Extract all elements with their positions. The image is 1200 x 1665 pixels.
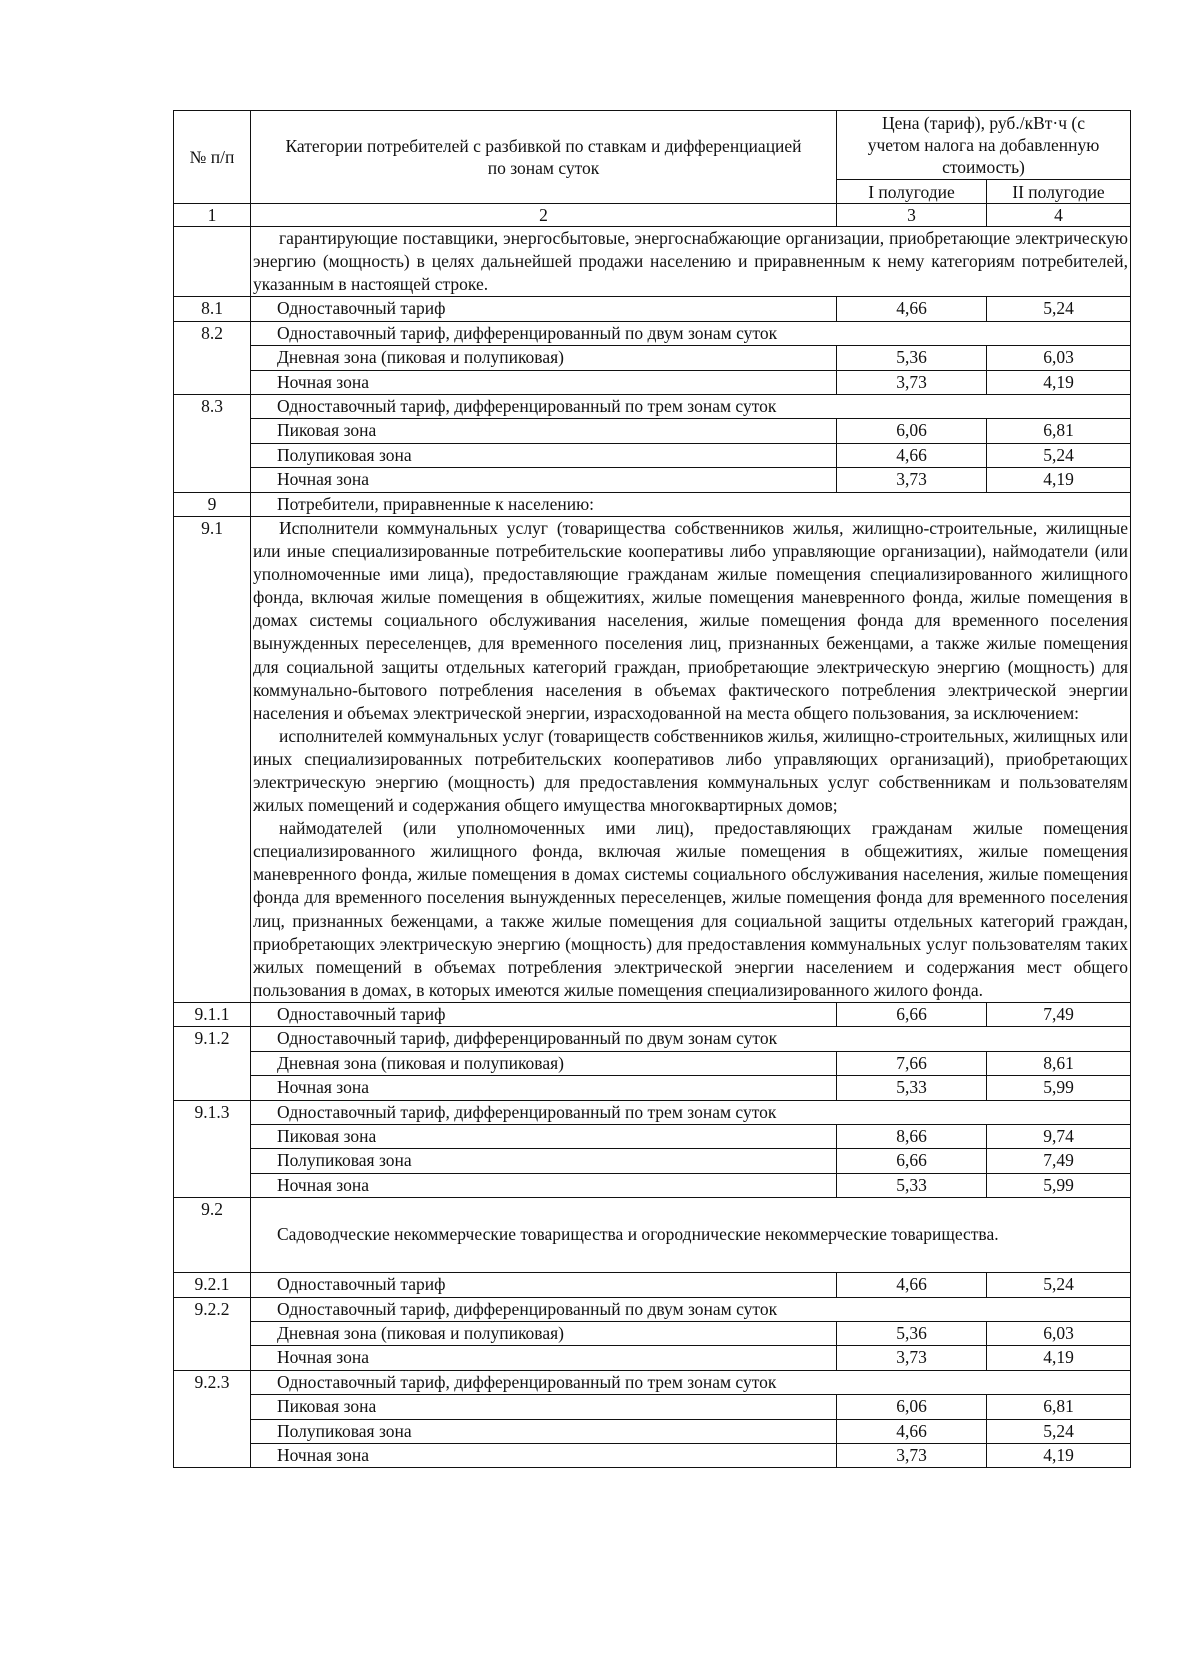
table-row <box>174 297 1131 321</box>
table-row <box>174 492 1131 516</box>
column-numbers-row <box>174 204 1131 227</box>
header-category: Категории потребителей с разбивкой по ставкам и дифференциацией по зонам суток <box>251 111 837 204</box>
price-half2: 5,24 <box>987 297 1131 321</box>
price-half2: 6,81 <box>987 419 1131 443</box>
price-half1: 4,66 <box>837 443 987 467</box>
row-label: Полупиковая зона <box>251 1419 837 1443</box>
table-row <box>174 1027 1131 1051</box>
price-half1: 6,06 <box>837 419 987 443</box>
price-half1: 7,66 <box>837 1051 987 1075</box>
row-label: Одноставочный тариф, дифференцированный по трем зонам суток <box>251 1370 1131 1394</box>
row-label: Ночная зона <box>251 468 837 492</box>
row-label: Потребители, приравненные к населению: <box>251 492 1131 516</box>
row-label: Ночная зона <box>251 1444 837 1468</box>
price-half1: 4,66 <box>837 1273 987 1297</box>
price-half1: 8,66 <box>837 1124 987 1148</box>
price-half2: 9,74 <box>987 1124 1131 1148</box>
row-label: Одноставочный тариф <box>251 297 837 321</box>
table-row <box>174 1273 1131 1297</box>
paragraph: наймодателей (или уполномоченных ими лиц), предоставляющих гражданам жилые помещения специализированного жилищного фонда, включая жилые помещения в общежитиях, жилые помещения маневренного фонда, жилые помещения в домах системы социального обслуживания населения, жилые помещения фонда для временного поселения вынужденных переселенцев, жилые помещения фонда для временного поселения лиц, признанных беженцами, а также жилые помещения для социальной защиты отдельных категорий граждан, приобретающих электрическую энергию (мощность) для предоставления коммунальных услуг пользователям таких жилых помещений в объемах потребления электрической энергии населением и содержания мест общего пользования в домах, в которых имеются жилые помещения специализированного жилого фонда. <box>253 818 1128 1000</box>
intro-text: гарантирующие поставщики, энергосбытовые, энергоснабжающие организации, приобретающие электрическую энергию (мощность) в целях дальнейшей продажи населению и приравненным к нему категориям потребителей, указанным в настоящей строке. <box>253 228 1128 295</box>
price-half2: 7,49 <box>987 1149 1131 1173</box>
price-half2: 6,81 <box>987 1395 1131 1419</box>
table-row <box>174 1124 1131 1148</box>
table-row <box>174 1198 1131 1273</box>
price-half2: 4,19 <box>987 1444 1131 1468</box>
row-label: Дневная зона (пиковая и полупиковая) <box>251 1051 837 1075</box>
price-half1: 4,66 <box>837 1419 987 1443</box>
row-label: Одноставочный тариф, дифференцированный по двум зонам суток <box>251 1027 1131 1051</box>
intro-row <box>174 227 1131 297</box>
price-half1: 5,33 <box>837 1173 987 1197</box>
row-label: Одноставочный тариф, дифференцированный по двум зонам суток <box>251 321 1131 345</box>
price-half2: 7,49 <box>987 1002 1131 1026</box>
price-half2: 4,19 <box>987 1346 1131 1370</box>
table-row <box>174 419 1131 443</box>
row-label: Пиковая зона <box>251 1395 837 1419</box>
tariff-table <box>173 110 1131 1468</box>
price-half1: 3,73 <box>837 1444 987 1468</box>
table-row <box>174 1149 1131 1173</box>
table-row <box>174 1100 1131 1124</box>
row-label: Полупиковая зона <box>251 443 837 467</box>
price-half2: 6,03 <box>987 1321 1131 1345</box>
table-row <box>174 370 1131 394</box>
row-number: 8.1 <box>174 297 251 321</box>
col-number-1: 1 <box>174 204 251 227</box>
row-number: 9.1.2 <box>174 1027 251 1100</box>
col-number-2: 2 <box>251 204 837 227</box>
price-half1: 3,73 <box>837 468 987 492</box>
table-row <box>174 1346 1131 1370</box>
row-label: Одноставочный тариф <box>251 1273 837 1297</box>
header-row <box>174 111 1131 180</box>
row-number: 9.2 <box>174 1198 251 1273</box>
header-no: № п/п <box>174 111 251 204</box>
col-number-3: 3 <box>837 204 987 227</box>
table-row <box>174 1370 1131 1394</box>
table-row <box>174 321 1131 345</box>
row-label: Дневная зона (пиковая и полупиковая) <box>251 1321 837 1345</box>
row-label: Ночная зона <box>251 1346 837 1370</box>
row-number: 9.1.1 <box>174 1002 251 1026</box>
table-row <box>174 1076 1131 1100</box>
price-half1: 6,06 <box>837 1395 987 1419</box>
row-label: Садоводческие некоммерческие товарищества и огороднические некоммерческие товарищества. <box>251 1198 1131 1273</box>
table-row <box>174 1297 1131 1321</box>
row-label: Одноставочный тариф, дифференцированный по трем зонам суток <box>251 394 1131 418</box>
row-number: 9.1.3 <box>174 1100 251 1198</box>
row-number: 9.2.2 <box>174 1297 251 1370</box>
row-number: 9.2.3 <box>174 1370 251 1468</box>
price-half2: 5,24 <box>987 443 1131 467</box>
price-half2: 4,19 <box>987 468 1131 492</box>
paragraph: Исполнители коммунальных услуг (товарищества собственников жилья, жилищно-строительные, жилищные или иные специализированные потребительские кооперативы либо управляющие организации), наймодатели (или уполномоченные ими лица), предоставляющие гражданам жилые помещения специализированного жилищного фонда, включая жилые помещения в общежитиях, жилые помещения маневренного фонда, жилые помещения в домах системы социального обслуживания населения, жилые помещения фонда для временного поселения вынужденных переселенцев, для временного поселения лиц, признанных беженцами, а также жилые помещения для социальной защиты отдельных категорий граждан, приобретающие электрическую энергию (мощность) для коммунально-бытового потребления населения в объемах фактического потребления электрической энергии населения и объемах электрической энергии, израсходованной на места общего пользования, за исключением: <box>253 517 1128 723</box>
price-half1: 3,73 <box>837 1346 987 1370</box>
row-number: 8.2 <box>174 321 251 394</box>
row-label: Пиковая зона <box>251 419 837 443</box>
table-row <box>174 1051 1131 1075</box>
price-half1: 6,66 <box>837 1002 987 1026</box>
row-label: Ночная зона <box>251 1173 837 1197</box>
row-label: Дневная зона (пиковая и полупиковая) <box>251 346 837 370</box>
table-row <box>174 346 1131 370</box>
table-row <box>174 468 1131 492</box>
price-half2: 5,99 <box>987 1173 1131 1197</box>
row-label: Одноставочный тариф, дифференцированный по двум зонам суток <box>251 1297 1131 1321</box>
header-half2: II полугодие <box>987 180 1131 204</box>
price-half1: 6,66 <box>837 1149 987 1173</box>
row-number: 9.2.1 <box>174 1273 251 1297</box>
row-label: Ночная зона <box>251 1076 837 1100</box>
header-half1: I полугодие <box>837 180 987 204</box>
row-number: 9 <box>174 492 251 516</box>
price-half1: 3,73 <box>837 370 987 394</box>
table-row <box>174 394 1131 418</box>
price-half2: 5,99 <box>987 1076 1131 1100</box>
price-half2: 5,24 <box>987 1273 1131 1297</box>
price-half1: 4,66 <box>837 297 987 321</box>
table-row <box>174 1395 1131 1419</box>
row-label: Пиковая зона <box>251 1124 837 1148</box>
table-row <box>174 443 1131 467</box>
table-row <box>174 1444 1131 1468</box>
price-half2: 6,03 <box>987 346 1131 370</box>
col-number-4: 4 <box>987 204 1131 227</box>
row-number: 8.3 <box>174 394 251 492</box>
table-row <box>174 1321 1131 1345</box>
price-half2: 5,24 <box>987 1419 1131 1443</box>
row-label: Ночная зона <box>251 370 837 394</box>
header-price: Цена (тариф), руб./кВт·ч (с учетом налога на добавленную стоимость) <box>837 111 1131 180</box>
row-label: Полупиковая зона <box>251 1149 837 1173</box>
price-half2: 4,19 <box>987 370 1131 394</box>
table-row <box>174 1419 1131 1443</box>
price-half2: 8,61 <box>987 1051 1131 1075</box>
row-label: Одноставочный тариф <box>251 1002 837 1026</box>
row-label: Одноставочный тариф, дифференцированный по трем зонам суток <box>251 1100 1131 1124</box>
price-half1: 5,36 <box>837 346 987 370</box>
paragraph: исполнителей коммунальных услуг (товариществ собственников жилья, жилищно-строительных, жилищных или иных специализированных потребительских кооперативов либо управляющих организаций), приобретающих электрическую энергию (мощность) для предоставления коммунальных услуг собственникам и пользователям жилых помещений и содержания общего имущества многоквартирных домов; <box>253 725 1128 816</box>
price-half1: 5,33 <box>837 1076 987 1100</box>
table-row <box>174 516 1131 1002</box>
table-row <box>174 1002 1131 1026</box>
row-number: 9.1 <box>174 516 251 1002</box>
table-row <box>174 1173 1131 1197</box>
section-9-1-text <box>251 516 1131 1002</box>
price-half1: 5,36 <box>837 1321 987 1345</box>
